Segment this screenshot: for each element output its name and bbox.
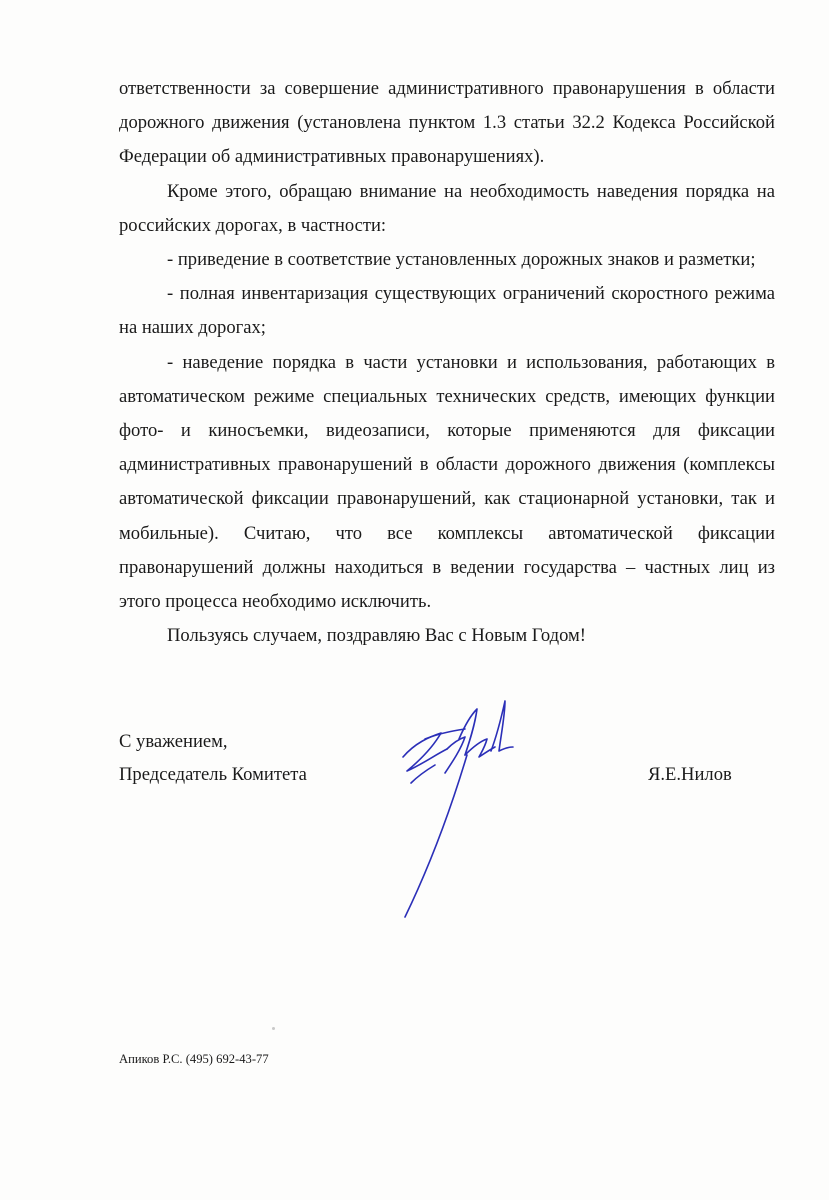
- executor-contact: Апиков Р.С. (495) 692-43-77: [119, 1052, 269, 1066]
- paragraph-attention: Кроме этого, обращаю внимание на необходимость наведения порядка на российских дорогах, в частности:: [119, 180, 775, 236]
- scan-speck: [272, 1027, 275, 1030]
- list-item-signs: - приведение в соответствие установленных дорожных знаков и разметки;: [167, 249, 756, 271]
- letter-body: [119, 72, 775, 653]
- closing-regards: С уважением,: [119, 731, 228, 752]
- paragraph-greeting: Пользуясь случаем, поздравляю Вас с Новым Годом!: [167, 625, 586, 647]
- signer-name: Я.Е.Нилов: [648, 764, 732, 785]
- list-item-speed-limits: - полная инвентаризация существующих ограничений скоростного режима на наших дорогах;: [119, 283, 775, 339]
- signature-icon: [395, 695, 525, 920]
- list-item-automatic-cameras: - наведение порядка в части установки и использования, работающих в автоматическом режиме специальных технических средств, имеющих функции фото- и киносъемки, видеозаписи, которые применяются для фиксации административных правонарушений в области дорожного движения (комплексы автоматической фиксации правонарушений, как стационарной установки, так и мобильные). Считаю, что все комплексы автоматической фиксации правонарушений должны находиться в ведении государства – частных лиц из этого процесса необходимо исключить.: [119, 351, 775, 613]
- paragraph-continuation: ответственности за совершение административного правонарушения в области дорожного движения (установлена пунктом 1.3 статьи 32.2 Кодекса Российской Федерации об административных правонарушениях).: [119, 78, 775, 168]
- signer-position: Председатель Комитета: [119, 764, 307, 785]
